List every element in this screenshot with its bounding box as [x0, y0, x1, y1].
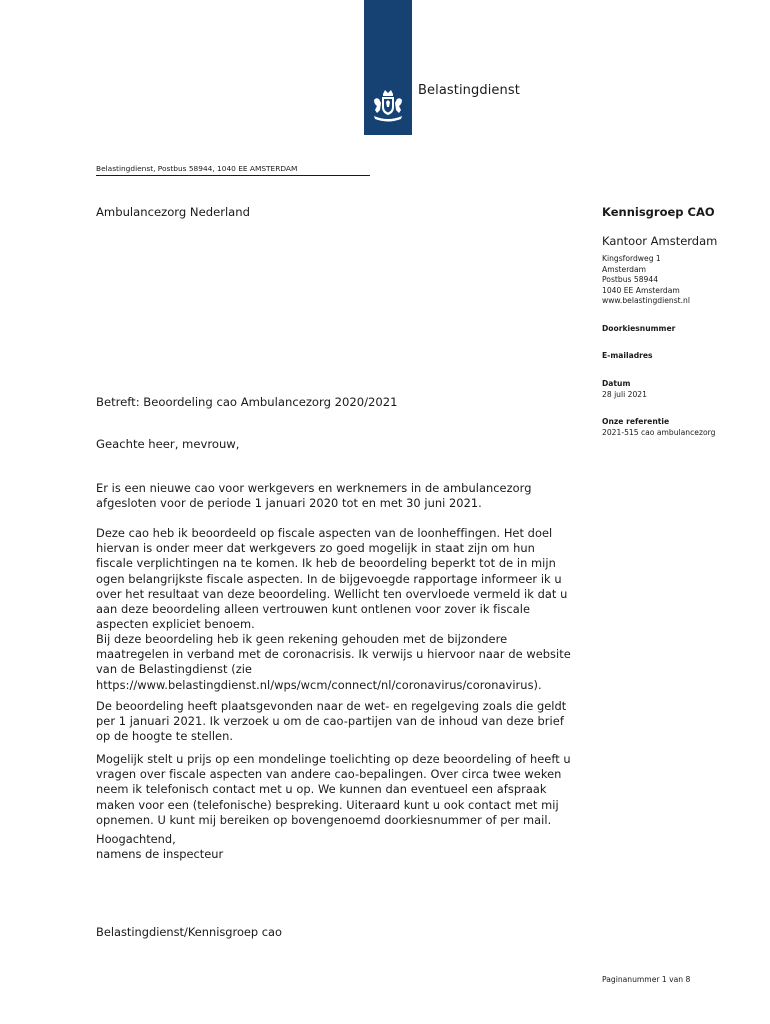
body-paragraph: Er is een nieuwe cao voor werkgevers en werknemers in de ambulancezorg afgesloten voor de periode 1 januari 2020 tot en met 30 juni 2021. — [96, 481, 532, 511]
address-line: Postbus 58944 — [602, 275, 659, 285]
return-address: Belastingdienst, Postbus 58944, 1040 EE AMSTERDAM — [96, 164, 370, 176]
recipient: Ambulancezorg Nederland — [96, 205, 250, 219]
address-line: Kingsfordweg 1 — [602, 254, 661, 263]
brand-name: Belastingdienst — [418, 83, 520, 98]
signature: Belastingdienst/Kennisgroep cao — [96, 925, 282, 939]
logo-bar — [364, 0, 412, 135]
address-line: Amsterdam — [602, 264, 647, 274]
body-paragraph: Mogelijk stelt u prijs op een mondelinge toelichting op deze beoordeling of heeft u vragen over fiscale aspecten van andere cao-bepalingen. Over circa twee weken neem ik telefonisch contact met u op. We kunnen dan eventueel een afspraak maken voor een (telefonische) bespreking. Uiteraard kunt u ook contact met mij opnemen. U kunt mij bereiken op bovengenoemd doorkiesnummer of per mail. — [96, 752, 571, 827]
subject: Betreft: Beoordeling cao Ambulancezorg 2020/2021 — [96, 395, 398, 409]
body-paragraph: De beoordeling heeft plaatsgevonden naar de wet- en regelgeving zoals die geldt per 1 januari 2021. Ik verzoek u om de cao-partijen van de inhoud van deze brief op de hoogte te stellen. — [96, 699, 567, 744]
reference-label: Onze referentie — [602, 417, 670, 426]
coat-of-arms-icon — [370, 88, 406, 124]
reference-value: 2021-515 cao ambulancezorg — [602, 428, 716, 437]
body-paragraph: Bij deze beoordeling heb ik geen rekening gehouden met de bijzondere maatregelen in verband met de coronacrisis. Ik verwijs u hiervoor naar de website van de Belastingdienst (zie https://www.belastingdienst.nl/wps/wcm/connect/nl/coronavirus/coronavirus). — [96, 632, 571, 692]
date-label: Datum — [602, 379, 631, 388]
email-label: E-mailadres — [602, 351, 653, 360]
sender-department: Kennisgroep CAO — [602, 205, 715, 219]
page-number: Paginanummer 1 van 8 — [602, 975, 691, 984]
closing: Hoogachtend, namens de inspecteur — [96, 832, 224, 862]
sender-office: Kantoor Amsterdam — [602, 234, 718, 248]
website-link[interactable]: www.belastingdienst.nl — [602, 296, 690, 306]
date-value: 28 juli 2021 — [602, 390, 647, 399]
salutation: Geachte heer, mevrouw, — [96, 437, 240, 451]
body-paragraph: Deze cao heb ik beoordeeld op fiscale aspecten van de loonheffingen. Het doel hiervan is onder meer dat werkgevers zo goed mogelijk in staat zijn om hun fiscale verplichtingen na te komen. Ik heb de beoordeling beperkt tot de in mijn ogen belangrijkste fiscale aspecten. In de bijgevoegde rapportage informeer ik u over het resultaat van deze beoordeling. Wellicht ten overvloede vermeld ik dat u aan deze beoordeling alleen vertrouwen kunt ontlenen voor zover ik fiscale aspecten expliciet benoem. — [96, 526, 568, 632]
address-line: 1040 EE Amsterdam — [602, 285, 680, 295]
phone-label: Doorkiesnummer — [602, 324, 676, 333]
